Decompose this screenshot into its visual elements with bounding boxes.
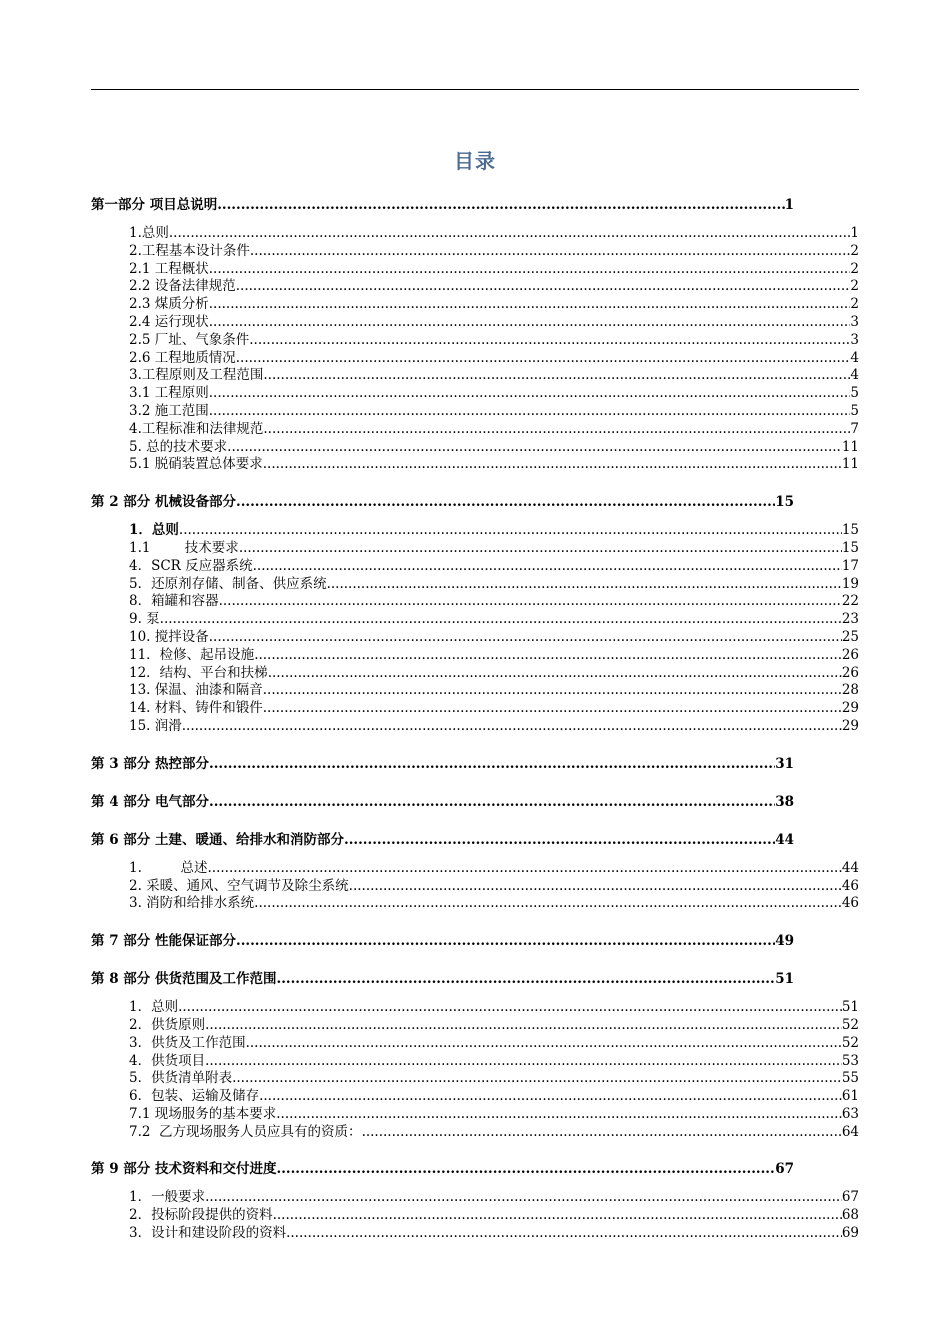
toc-leader-dots (217, 197, 784, 213)
toc-entry[interactable] (129, 435, 859, 453)
toc-leader-dots (209, 756, 775, 772)
toc-leader-dots (349, 878, 842, 894)
toc-page-number: 51 (775, 971, 794, 988)
toc-leader-dots (273, 1207, 842, 1223)
toc-entry-label: 2.3 煤质分析 (129, 296, 209, 313)
toc-leader-dots (209, 629, 842, 645)
toc-leader-dots (249, 332, 850, 348)
toc-entry-label: 1. 总述 (129, 859, 208, 876)
toc-page-number: 44 (841, 859, 859, 876)
toc-page-number: 3 (850, 331, 859, 348)
toc-entry-label: 4．供货项目 (129, 1052, 206, 1069)
toc-page-number: 64 (841, 1123, 859, 1140)
toc-leader-dots (277, 1161, 776, 1177)
toc-leader-dots (239, 540, 842, 556)
toc-page-number: 25 (841, 628, 859, 645)
section-gap (91, 810, 859, 828)
toc-page-number: 67 (775, 1161, 794, 1178)
toc-page-number: 2 (850, 260, 859, 277)
toc-entry[interactable] (129, 661, 859, 679)
toc-section-heading[interactable] (91, 790, 794, 810)
toc-leader-dots (236, 350, 851, 366)
toc-section-heading[interactable] (91, 490, 794, 510)
toc-entry-label: 13. 保温、油漆和隔音 (129, 682, 263, 699)
toc-entry[interactable] (129, 399, 859, 417)
toc-leader-dots (286, 1225, 842, 1241)
page-title: 目录 (454, 149, 496, 173)
toc-entry-label: 5. 总的技术要求 (129, 438, 228, 455)
toc-leader-dots (246, 1035, 842, 1051)
toc-page-number: 5 (850, 402, 859, 419)
section-gap (91, 949, 859, 967)
toc-entry-label: 2．供货原则 (129, 1016, 206, 1033)
toc-entry[interactable] (129, 874, 859, 892)
toc-leader-dots (344, 832, 775, 848)
header-rule (91, 89, 859, 90)
toc-entry[interactable] (129, 381, 859, 402)
toc-entry[interactable] (129, 572, 859, 590)
toc-leader-dots (250, 243, 851, 259)
toc-section-label: 第 6 部分 土建、暖通、给排水和消防部分 (91, 831, 344, 848)
toc-entry[interactable] (129, 1102, 859, 1120)
toc-page-number: 11 (841, 456, 859, 473)
toc-page-number: 51 (841, 999, 859, 1016)
toc-entry-label: 7.2 乙方现场服务人员应具有的资质： (129, 1123, 362, 1140)
toc-page-number: 7 (850, 420, 859, 437)
toc-entry[interactable] (129, 625, 859, 643)
toc-page-number: 67 (841, 1189, 859, 1206)
toc-leader-dots (209, 296, 851, 312)
toc-entry-label: 2.工程基本设计条件 (129, 242, 250, 259)
toc-entry[interactable] (129, 1066, 859, 1087)
toc-leader-dots (362, 1124, 842, 1140)
toc-entry[interactable] (129, 856, 859, 874)
toc-entry-label: 2.5 厂址、气象条件 (129, 331, 250, 348)
toc-entry-label: 2．投标阶段提供的资料 (129, 1207, 273, 1224)
toc-page-number: 1 (850, 225, 859, 241)
toc-page-number: 17 (841, 557, 859, 574)
toc-leader-dots (263, 456, 842, 472)
toc-entry[interactable] (129, 891, 859, 912)
toc-entry[interactable] (129, 643, 859, 661)
toc-page-number: 3 (850, 313, 859, 330)
section-gap (91, 1137, 859, 1157)
toc-leader-dots (205, 1017, 842, 1033)
toc-entry-label: 3. 消防和给排水系统 (129, 895, 255, 912)
toc-section-label: 第 9 部分 技术资料和交付进度 (91, 1161, 277, 1178)
toc-entry-label: 14. 材料、铸件和锻件 (129, 700, 263, 717)
toc-leader-dots (263, 700, 842, 716)
toc-section-heading[interactable] (91, 1157, 794, 1177)
toc-leader-dots (227, 439, 842, 455)
toc-entry[interactable] (129, 589, 859, 610)
heading-gap (91, 510, 859, 518)
toc-entry[interactable] (129, 452, 859, 473)
toc-page-number: 63 (841, 1105, 859, 1122)
toc-entry-label: 3.2 施工范围 (129, 402, 209, 419)
toc-section-label: 第 2 部分 机械设备部分 (91, 494, 236, 511)
toc-entry-label: 1．总则 (129, 999, 179, 1016)
toc-entry-label: 1．一般要求 (129, 1189, 206, 1206)
toc-leader-dots (209, 403, 851, 419)
toc-section-heading[interactable] (91, 967, 794, 987)
toc-entry[interactable] (129, 1049, 859, 1067)
toc-leader-dots (169, 225, 851, 241)
toc-entry-label: 10. 搅拌设备 (129, 628, 209, 645)
table-of-contents (91, 193, 859, 1242)
toc-page-number: 46 (841, 895, 859, 912)
section-gap (91, 732, 859, 752)
toc-entry-label: 15. 润滑 (129, 717, 182, 734)
toc-page-number: 52 (841, 1016, 859, 1033)
toc-section-heading[interactable] (91, 193, 794, 213)
toc-entry-label: 4．SCR 反应器系统 (129, 557, 253, 574)
toc-entry[interactable] (129, 363, 859, 384)
toc-entry[interactable] (129, 239, 859, 257)
toc-section-heading[interactable] (91, 929, 794, 949)
toc-page-number: 19 (841, 575, 859, 592)
toc-entry[interactable] (129, 1185, 859, 1206)
toc-entry-label: 1．总则 (129, 522, 179, 539)
toc-leader-dots (219, 593, 842, 609)
toc-entry[interactable] (129, 310, 859, 328)
section-gap (91, 909, 859, 929)
toc-page-number: 29 (841, 717, 859, 734)
toc-leader-dots (182, 718, 842, 734)
toc-page-number: 11 (841, 438, 859, 455)
toc-section-heading[interactable] (91, 752, 794, 772)
toc-leader-dots (209, 314, 851, 330)
toc-entry[interactable] (129, 607, 859, 628)
toc-leader-dots (236, 494, 775, 510)
toc-page-number: 1 (784, 197, 794, 213)
toc-leader-dots (259, 1088, 842, 1104)
toc-entry[interactable] (129, 328, 859, 346)
toc-leader-dots (205, 1053, 842, 1069)
toc-page-number: 44 (775, 831, 794, 848)
toc-entry[interactable] (129, 274, 859, 295)
toc-entry[interactable] (129, 678, 859, 699)
toc-leader-dots (236, 278, 851, 294)
toc-entry[interactable] (129, 696, 859, 717)
toc-entry[interactable] (129, 257, 859, 275)
toc-entry[interactable] (129, 1013, 859, 1031)
heading-gap (91, 987, 859, 995)
toc-entry-label: 5.1 脱硝装置总体要求 (129, 456, 263, 473)
toc-entry[interactable] (129, 536, 859, 554)
toc-entry-label: 2. 采暖、通风、空气调节及除尘系统 (129, 877, 349, 894)
toc-page-number: 4 (850, 367, 859, 384)
toc-page-number: 26 (841, 646, 859, 663)
heading-gap (91, 213, 859, 221)
toc-page-number: 5 (850, 385, 859, 402)
toc-section-heading[interactable] (91, 828, 794, 848)
toc-page-number: 2 (850, 278, 859, 295)
toc-page-number: 68 (841, 1207, 859, 1224)
toc-leader-dots (205, 1189, 842, 1205)
toc-entry-label: 3．设计和建设阶段的资料 (129, 1225, 287, 1242)
toc-entry-label: 1.总则 (129, 225, 169, 241)
toc-leader-dots (254, 895, 842, 911)
toc-page-number: 38 (775, 793, 794, 810)
toc-leader-dots (209, 385, 851, 401)
toc-section-label: 第 8 部分 供货范围及工作范围 (91, 971, 277, 988)
toc-entry-label: 1.1 技术要求 (129, 539, 239, 556)
toc-page-number: 69 (841, 1225, 859, 1242)
toc-leader-dots (209, 794, 775, 810)
toc-entry-label: 2.2 设备法律规范 (129, 278, 236, 295)
toc-entry-label: 3．供货及工作范围 (129, 1034, 246, 1051)
toc-entry[interactable] (129, 995, 859, 1016)
toc-entry-label: 4.工程标准和法律规范 (129, 420, 264, 437)
toc-page-number: 23 (841, 611, 859, 628)
toc-page-number: 46 (841, 877, 859, 894)
toc-leader-dots (327, 576, 842, 592)
toc-entry-label: 3.工程原则及工程范围 (129, 367, 264, 384)
toc-page-number: 49 (775, 933, 794, 950)
toc-entry-label: 8．箱罐和容器 (129, 593, 219, 610)
toc-page-number: 2 (850, 296, 859, 313)
toc-entry-label: 7.1 现场服务的基本要求 (129, 1105, 277, 1122)
toc-page-number: 53 (841, 1052, 859, 1069)
toc-entry-label: 9. 泵 (129, 611, 160, 628)
toc-leader-dots (209, 261, 851, 277)
toc-page-number: 28 (841, 682, 859, 699)
section-gap (91, 470, 859, 490)
heading-gap (91, 848, 859, 856)
toc-entry[interactable] (129, 346, 859, 364)
toc-page-number: 61 (841, 1088, 859, 1105)
toc-entry-label: 2.4 运行现状 (129, 313, 209, 330)
toc-leader-dots (253, 558, 842, 574)
toc-page-number: 15 (841, 522, 859, 539)
toc-entry[interactable] (129, 292, 859, 313)
toc-entry-label: 12．结构、平台和扶梯 (129, 664, 268, 681)
toc-leader-dots (178, 999, 842, 1015)
toc-leader-dots (254, 647, 842, 663)
toc-leader-dots (179, 522, 842, 538)
toc-section-label: 第一部分 项目总说明 (91, 197, 218, 213)
toc-page-number: 15 (841, 539, 859, 556)
toc-page-number: 26 (841, 664, 859, 681)
toc-section-label: 第 4 部分 电气部分 (91, 793, 209, 810)
toc-leader-dots (232, 1070, 842, 1086)
toc-page-number: 29 (841, 700, 859, 717)
toc-page-number: 31 (775, 755, 794, 772)
toc-leader-dots (277, 971, 776, 987)
toc-page-number: 52 (841, 1034, 859, 1051)
toc-leader-dots (263, 682, 842, 698)
toc-leader-dots (236, 933, 775, 949)
toc-entry[interactable] (129, 1084, 859, 1105)
toc-entry[interactable] (129, 1221, 859, 1242)
toc-entry[interactable] (129, 417, 859, 435)
toc-leader-dots (263, 421, 850, 437)
toc-entry[interactable] (129, 554, 859, 572)
toc-entry[interactable] (129, 1203, 859, 1224)
toc-entry-label: 11．检修、起吊设施 (129, 646, 255, 663)
toc-entry[interactable] (129, 1031, 859, 1049)
heading-gap (91, 1177, 859, 1185)
toc-leader-dots (268, 665, 842, 681)
toc-entry-label: 3.1 工程原则 (129, 385, 209, 402)
toc-entry[interactable] (129, 518, 859, 539)
toc-page-number: 55 (841, 1070, 859, 1087)
toc-entry[interactable] (129, 221, 859, 239)
toc-entry[interactable] (129, 1120, 859, 1138)
toc-page-number: 4 (850, 349, 859, 366)
toc-entry-label: 5．供货清单附表 (129, 1070, 233, 1087)
toc-entry-label: 2.1 工程概状 (129, 260, 209, 277)
toc-entry-label: 6．包装、运输及储存 (129, 1088, 260, 1105)
toc-page-number: 15 (775, 494, 794, 511)
toc-entry-label: 5．还原剂存储、制备、供应系统 (129, 575, 327, 592)
toc-section-label: 第 7 部分 性能保证部分 (91, 933, 236, 950)
toc-leader-dots (160, 611, 842, 627)
section-gap (91, 772, 859, 790)
toc-entry-label: 2.6 工程地质情况 (129, 349, 236, 366)
toc-leader-dots (263, 367, 850, 383)
toc-entry[interactable] (129, 714, 859, 732)
toc-page-number: 22 (841, 593, 859, 610)
toc-section-label: 第 3 部分 热控部分 (91, 755, 209, 772)
toc-page-number: 2 (850, 242, 859, 259)
